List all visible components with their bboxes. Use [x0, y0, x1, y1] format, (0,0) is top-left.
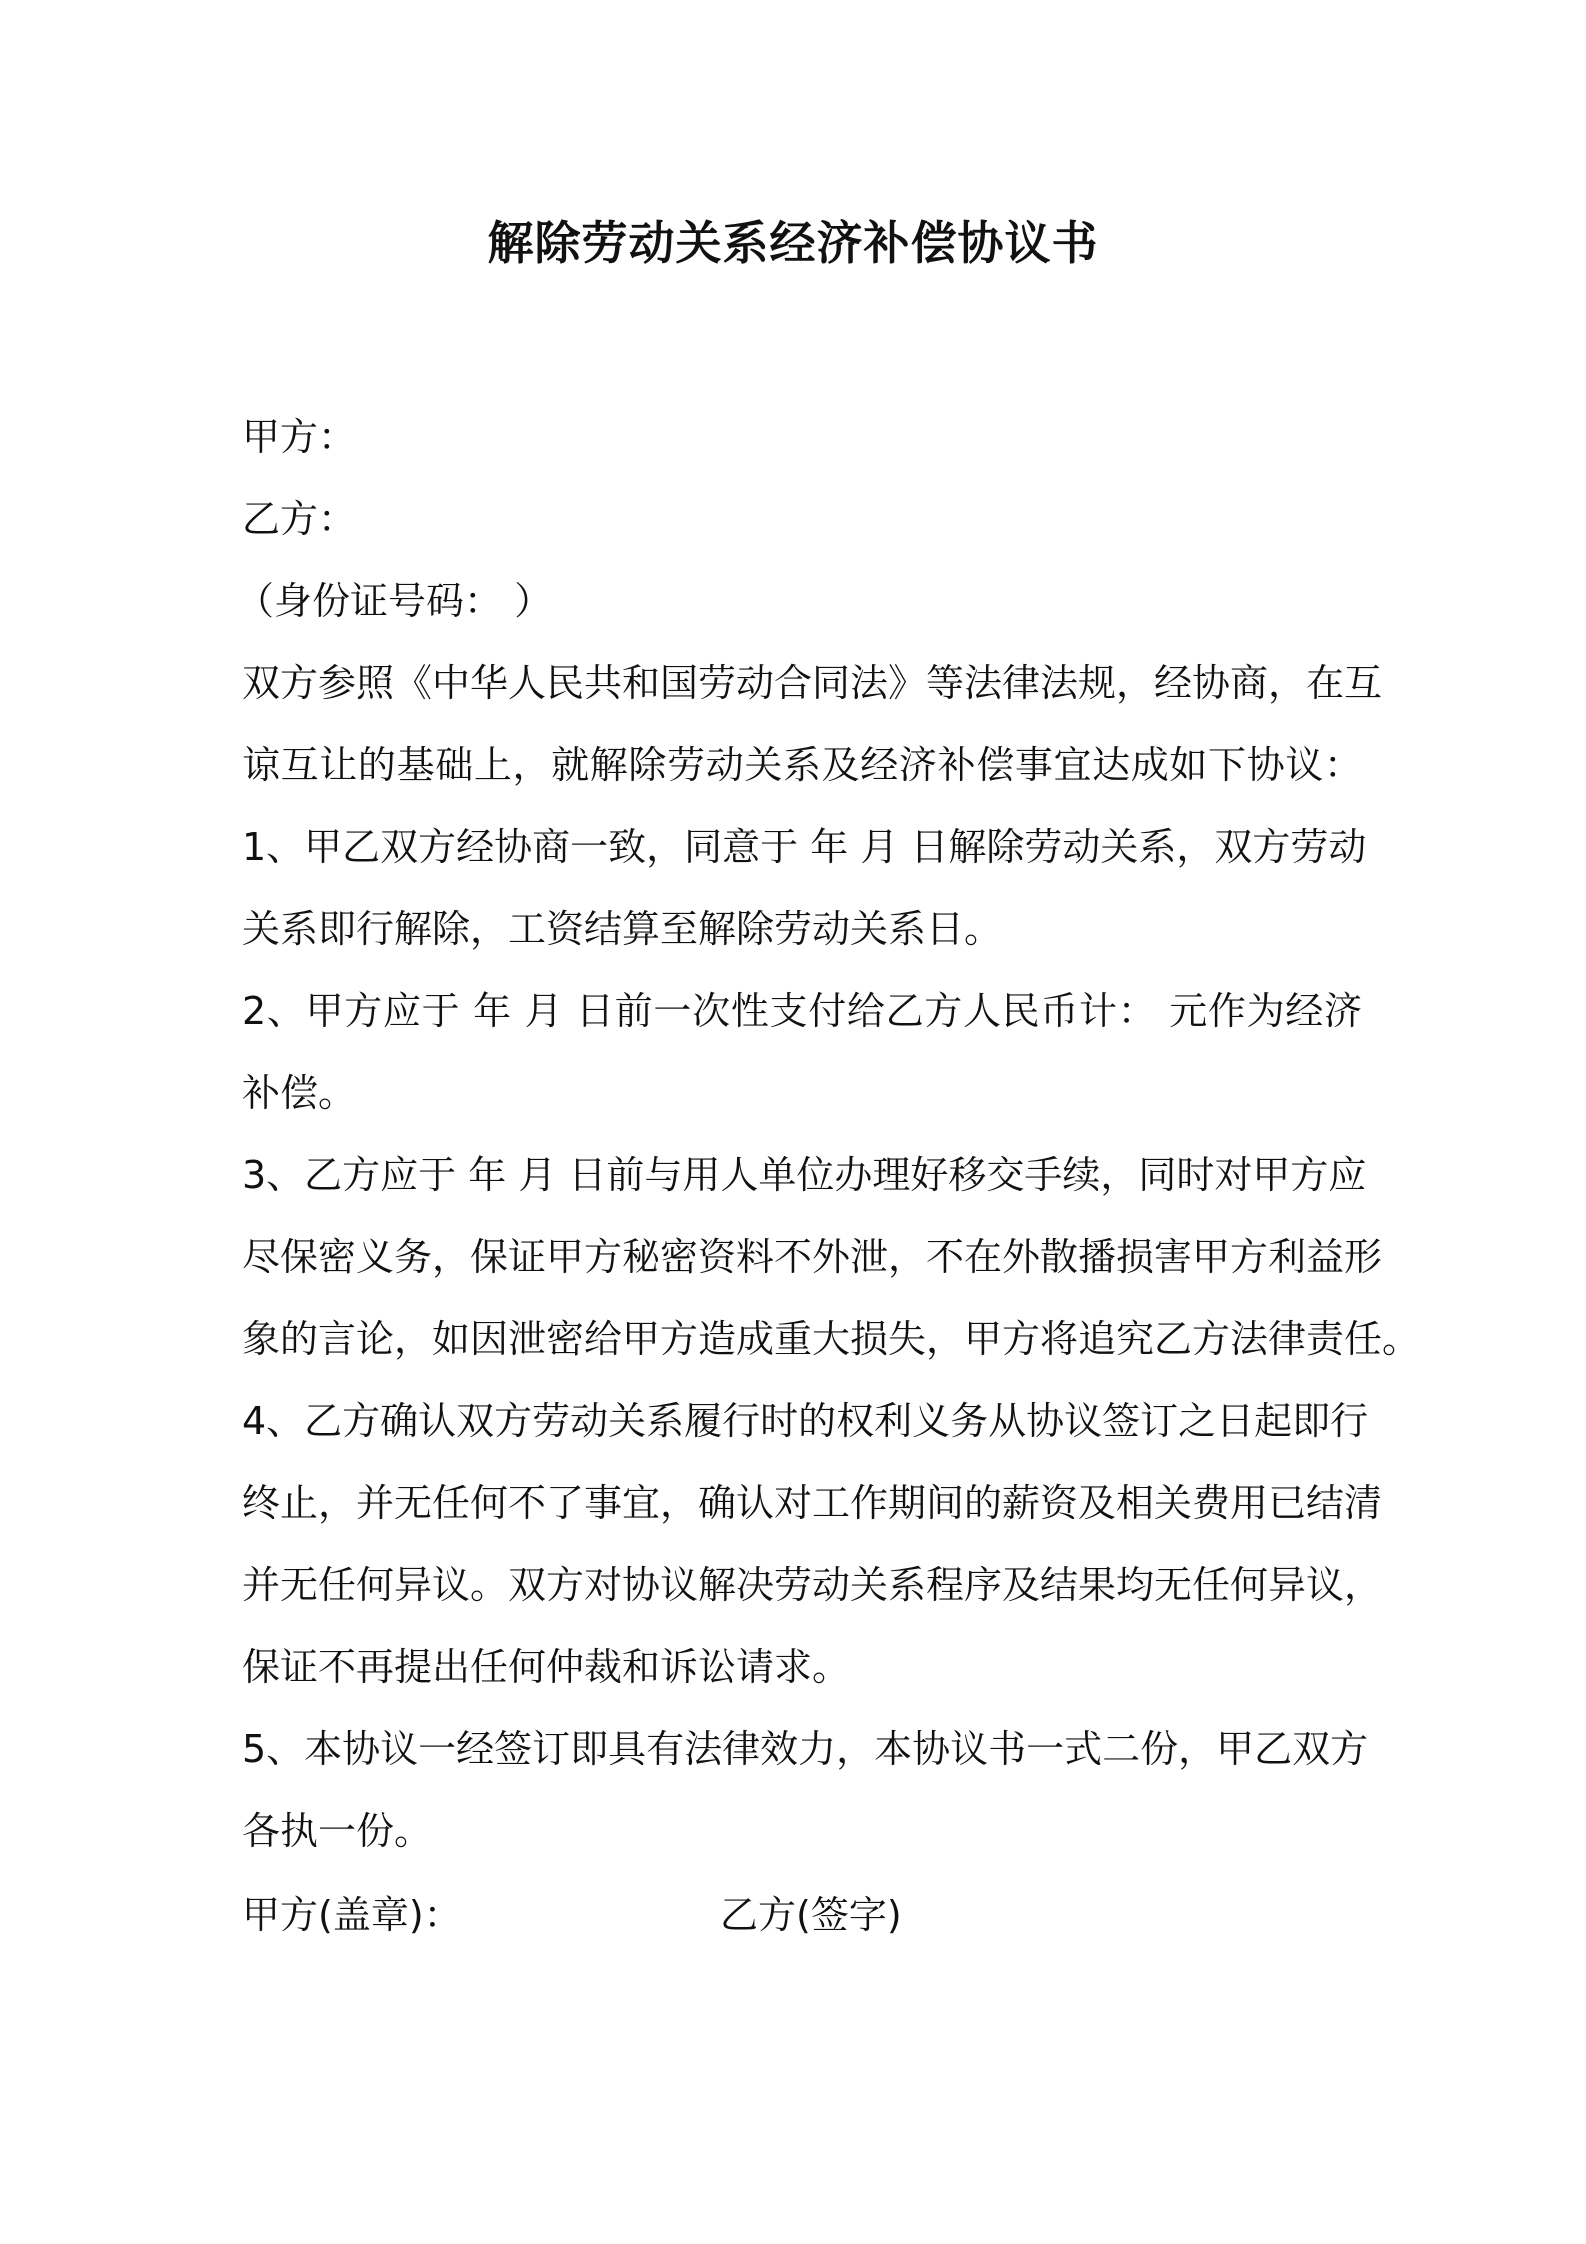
body-line: 双方参照《中华人民共和国劳动合同法》等法律法规，经协商，在互 [242, 661, 1383, 705]
clause-5-line: 各执一份。 [242, 1809, 433, 1853]
clause-3-line: 象的言论，如因泄密给甲方造成重大损失，甲方将追究乙方法律责任。 [242, 1317, 1421, 1361]
signature-party-a: 甲方(盖章)： [242, 1893, 462, 1937]
body-line: 谅互让的基础上，就解除劳动关系及经济补偿事宜达成如下协议： [242, 743, 1362, 787]
clause-5-line: 5、本协议一经签订即具有法律效力，本协议书一式二份，甲乙双方 [242, 1727, 1369, 1771]
clause-3-line: 尽保密义务，保证甲方秘密资料不外泄，不在外散播损害甲方利益形 [242, 1235, 1383, 1279]
clause-3-line: 3、乙方应于 年 月 日前与用人单位办理好移交手续，同时对甲方应 [242, 1153, 1367, 1197]
document-title: 解除劳动关系经济补偿协议书 [487, 216, 1099, 270]
id-number-label: （身份证号码： ） [236, 579, 553, 623]
clause-4-line: 终止，并无任何不了事宜，确认对工作期间的薪资及相关费用已结清 [242, 1481, 1383, 1525]
clause-4-line: 保证不再提出任何仲裁和诉讼请求。 [242, 1645, 851, 1689]
clause-1-line: 关系即行解除，工资结算至解除劳动关系日。 [242, 907, 1003, 951]
clause-1-line: 1、甲乙双方经协商一致，同意于 年 月 日解除劳动关系，双方劳动 [242, 825, 1367, 869]
party-b-label: 乙方： [242, 497, 357, 541]
clause-2-line: 2、甲方应于 年 月 日前一次性支付给乙方人民币计： 元作为经济 [242, 989, 1362, 1033]
party-a-label: 甲方： [242, 415, 357, 459]
clause-2-line: 补偿。 [242, 1071, 357, 1115]
clause-4-line: 并无任何异议。双方对协议解决劳动关系程序及结果均无任何异议， [242, 1563, 1383, 1607]
clause-4-line: 4、乙方确认双方劳动关系履行时的权利义务从协议签订之日起即行 [242, 1399, 1369, 1443]
signature-party-b: 乙方(签字) [720, 1893, 902, 1937]
